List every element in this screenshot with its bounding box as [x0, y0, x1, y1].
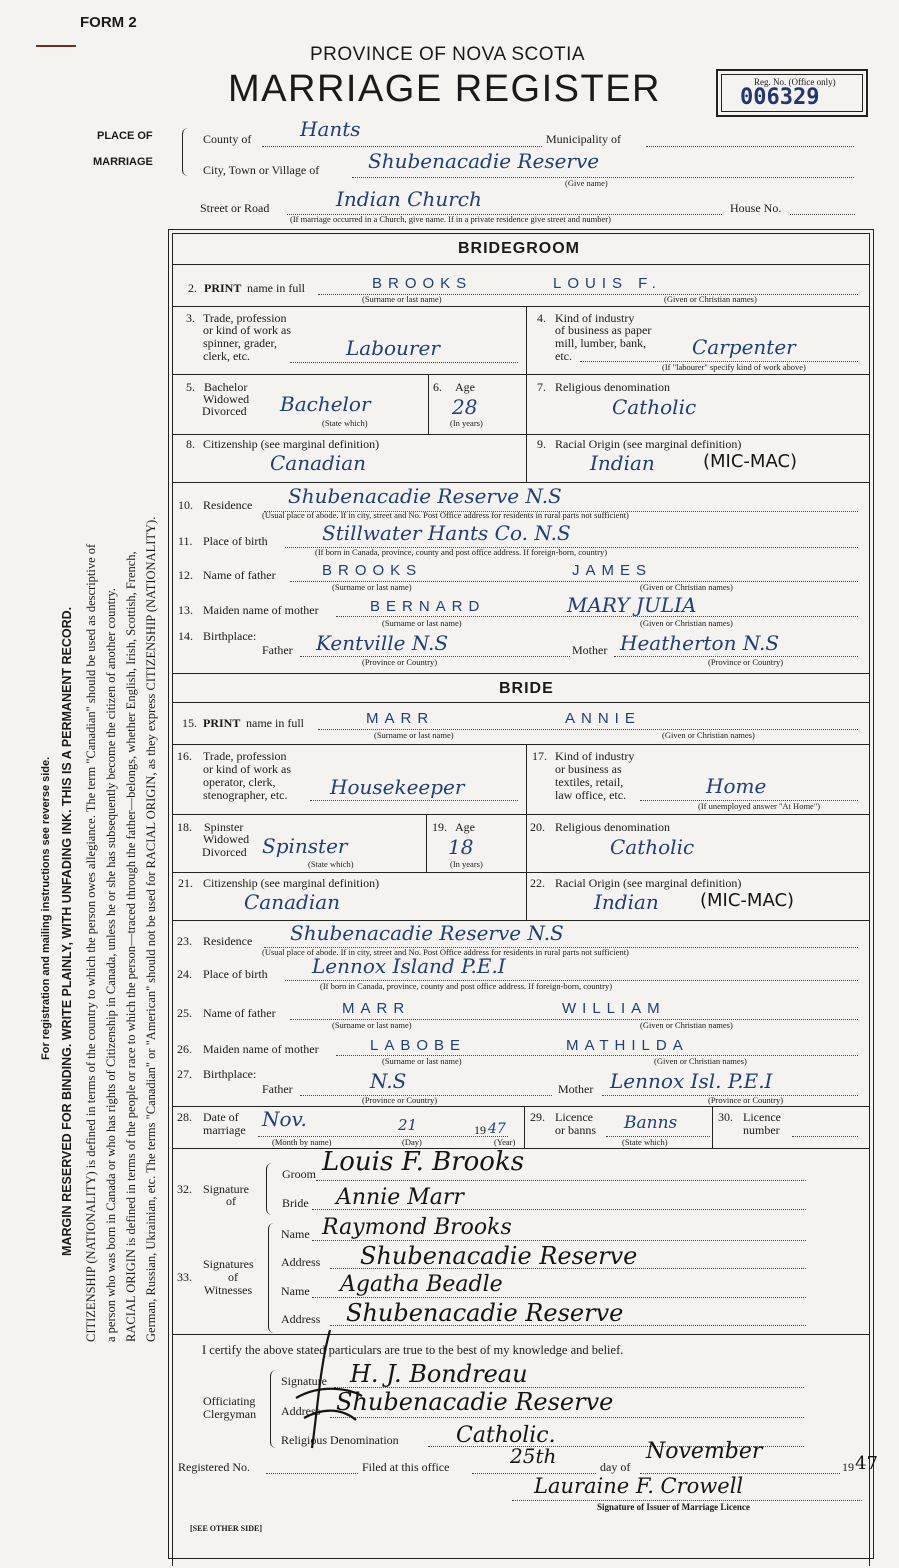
f10-label: Residence: [203, 498, 253, 512]
f15-surname-caption: (Surname or last name): [374, 730, 454, 740]
filed-year-prefix: 19: [842, 1460, 854, 1474]
county-value: Hants: [300, 117, 361, 141]
f21-label: Citizenship (see marginal definition): [203, 876, 380, 890]
groom-religion: Catholic: [612, 395, 697, 419]
f29-num: 29.: [530, 1110, 545, 1124]
f4-line1: Kind of industry: [555, 311, 635, 325]
f28-line1: Date of: [203, 1110, 239, 1124]
f4-num: 4.: [537, 311, 546, 325]
bride-citizenship: Canadian: [244, 890, 341, 914]
f2-label: name in full: [247, 281, 305, 295]
licence-or-banns: Banns: [624, 1113, 678, 1133]
groom-father-given: JAMES: [572, 562, 653, 579]
clergy-religion-label: Religious Denomination: [281, 1433, 399, 1447]
f8-num: 8.: [186, 437, 195, 451]
bride-religion: Catholic: [610, 835, 695, 859]
f25-surname-caption: (Surname or last name): [332, 1020, 412, 1030]
f16-line2: or kind of work as: [203, 762, 291, 776]
reg-no-label: Reg. No. (Office only): [754, 77, 836, 87]
w2-name-label: Name: [281, 1284, 310, 1298]
year-caption: (Year): [494, 1137, 516, 1147]
clergy-address-label: Address: [281, 1404, 321, 1418]
f29-line1: Licence: [555, 1110, 593, 1124]
f27-mother-label: Mother: [558, 1082, 594, 1096]
groom-mother-given: MARY JULIA: [567, 593, 697, 617]
bride-sig-label: Bride: [282, 1196, 309, 1210]
given-caption: (Given or Christian names): [664, 294, 757, 304]
f14-mother-caption: (Province or Country): [708, 657, 784, 667]
surname-caption: (Surname or last name): [362, 294, 442, 304]
clergy-brace: [270, 1370, 281, 1448]
sig-brace: [266, 1163, 277, 1215]
w2-address-label: Address: [281, 1312, 321, 1326]
bride-mother-surname: LABOBE: [370, 1037, 467, 1054]
page-title: MARRIAGE REGISTER: [228, 68, 661, 110]
bride-racial-extra: (MIC-MAC): [700, 890, 795, 911]
residence-note: (Usual place of abode. If in city, street and No. Post Office address for residents in rural parts not sufficient): [262, 510, 629, 520]
w1-name-label: Name: [281, 1227, 310, 1241]
bride-industry: Home: [706, 774, 767, 798]
f27-father-label: Father: [262, 1082, 293, 1096]
f19-caption: (In years): [450, 859, 483, 869]
f27-mother-caption: (Province or Country): [708, 1095, 784, 1105]
birth-note: (If born in Canada, province, county and post office address. If foreign-born, country): [315, 547, 608, 557]
f3-line2: or kind of work as: [203, 323, 291, 337]
f21-num: 21.: [178, 876, 193, 890]
margin-text-5: RACIAL ORIGIN is defined in terms of the people or race to which the person—traced through the father—belongs, whether English, Irish, Scottish, French,: [124, 551, 138, 1342]
give-name-caption: (Give name): [565, 178, 608, 188]
witness2-address: Shubenacadie Reserve: [346, 1299, 624, 1327]
f12-num: 12.: [178, 568, 193, 582]
witness1-name: Raymond Brooks: [322, 1215, 512, 1240]
f16-line4: stenographer, etc.: [203, 788, 288, 802]
bride-birthplace: Lennox Island P.E.I: [312, 954, 506, 978]
margin-text-1: For registration and mailing instructions see reverse side.: [40, 756, 52, 1060]
f14-father-caption: (Province or Country): [362, 657, 438, 667]
f20-num: 20.: [530, 820, 545, 834]
street-value: Indian Church: [336, 187, 482, 211]
groom-mother-birthplace: Heatherton N.S: [620, 631, 780, 655]
f13-label: Maiden name of mother: [203, 603, 319, 617]
bride-surname: MARR: [366, 710, 435, 727]
f14-num: 14.: [178, 629, 193, 643]
f23-note: (Usual place of abode. If in city, street and No. Post Office address for residents in rural parts not sufficient): [262, 947, 629, 957]
bride-father-surname: MARR: [342, 1000, 411, 1017]
f5-line2: Widowed: [203, 392, 250, 406]
groom-father-surname: BROOKS: [322, 562, 423, 579]
f11-num: 11.: [178, 534, 193, 548]
f16-line3: operator, clerk,: [203, 775, 276, 789]
issuer-signature: Lauraine F. Crowell: [534, 1474, 744, 1498]
f33-line1: Signatures: [203, 1257, 254, 1271]
clergy-address: Shubenacadie Reserve: [336, 1388, 614, 1416]
f32-num: 32.: [177, 1182, 192, 1196]
f22-label: Racial Origin (see marginal definition): [555, 876, 742, 890]
f27-num: 27.: [177, 1067, 192, 1081]
f14-father-label: Father: [262, 643, 293, 657]
filed-month: November: [646, 1439, 763, 1464]
f19-num: 19.: [432, 820, 447, 834]
f23-label: Residence: [203, 934, 253, 948]
f26-label: Maiden name of mother: [203, 1042, 319, 1056]
witness1-address: Shubenacadie Reserve: [360, 1242, 638, 1270]
f3-num: 3.: [186, 311, 195, 325]
f4-note: (If "labourer" specify kind of work above): [662, 362, 806, 372]
groom-signature: Louis F. Brooks: [322, 1147, 525, 1177]
bride-signature: Annie Marr: [336, 1185, 464, 1210]
f9-num: 9.: [537, 437, 546, 451]
f18-caption: (State which): [308, 859, 354, 869]
f26-surname-caption: (Surname or last name): [382, 1056, 462, 1066]
f7-label: Religious denomination: [555, 380, 670, 394]
f2-num: 2.: [188, 281, 197, 295]
f6-num: 6.: [433, 380, 442, 394]
f15-given-caption: (Given or Christian names): [662, 730, 755, 740]
f12-given-caption: (Given or Christian names): [640, 582, 733, 592]
f7-num: 7.: [537, 380, 546, 394]
margin-text-2: MARGIN RESERVED FOR BINDING. WRITE PLAINLY, WITH UNFADING INK. THIS IS A PERMANENT RECORD.: [60, 606, 74, 1256]
f13-given-caption: (Given or Christian names): [640, 618, 733, 628]
bride-father-birthplace: N.S: [370, 1069, 407, 1093]
form-number: FORM 2: [80, 14, 137, 31]
margin-text-6: German, Russian, Ukrainian, etc. The terms "Canadian" or "American" should not be used for RACIAL ORIGIN, as they express CITIZENSHIP (NATIONALITY).: [144, 516, 158, 1342]
f5-line1: Bachelor: [204, 380, 248, 394]
f17-line3: textiles, retail,: [555, 775, 624, 789]
f28-num: 28.: [177, 1110, 192, 1124]
groom-racial-extra: (MIC-MAC): [703, 451, 798, 472]
f26-num: 26.: [177, 1042, 192, 1056]
bride-residence: Shubenacadie Reserve N.S: [290, 921, 564, 945]
f23-num: 23.: [177, 934, 192, 948]
f15-num: 15.: [182, 716, 197, 730]
section-bride: BRIDE: [499, 680, 554, 697]
f20-label: Religious denomination: [555, 820, 670, 834]
f33-num: 33.: [177, 1270, 192, 1284]
state-which-caption: (State which): [322, 418, 368, 428]
f10-num: 10.: [178, 498, 193, 512]
in-years-caption: (In years): [450, 418, 483, 428]
f5-line3: Divorced: [202, 404, 247, 418]
margin-text-4: a person who was born in Canada or who has rights of Citizenship in Canada, unless he or she has subsequently become the citizen of another country.: [104, 588, 118, 1342]
f14-label: Birthplace:: [203, 629, 257, 643]
groom-mother-surname: BERNARD: [370, 598, 486, 615]
f17-line1: Kind of industry: [555, 749, 635, 763]
f24-note: (If born in Canada, province, county and post office address. If foreign-born, country): [320, 981, 613, 991]
f11-label: Place of birth: [203, 534, 268, 548]
f25-given-caption: (Given or Christian names): [640, 1020, 733, 1030]
f2-print: PRINT: [204, 281, 242, 295]
section-bridegroom: BRIDEGROOM: [458, 240, 580, 257]
f3-line4: clerk, etc.: [203, 349, 250, 363]
margin-text-3: CITIZENSHIP (NATIONALITY) is defined in terms of the country to which the person owes allegiance. The term "Canadian" should be used as descriptive of: [84, 543, 98, 1342]
groom-sig-label: Groom: [282, 1167, 316, 1181]
marriage-month: Nov.: [262, 1107, 307, 1131]
clergy-label-2: Clergyman: [203, 1407, 257, 1421]
groom-age: 28: [452, 395, 478, 419]
registered-no-label: Registered No.: [178, 1460, 250, 1474]
bride-trade: Housekeeper: [330, 775, 465, 799]
f25-label: Name of father: [203, 1006, 276, 1020]
province-title: PROVINCE OF NOVA SCOTIA: [310, 44, 586, 65]
place-label-1: PLACE OF: [97, 130, 153, 142]
f18-line2: Widowed: [203, 832, 250, 846]
reg-no-value: 006329: [740, 85, 820, 110]
groom-trade: Labourer: [346, 336, 440, 360]
f4-line3: mill, lumber, bank,: [555, 336, 647, 350]
f33-line3: Witnesses: [204, 1283, 253, 1297]
groom-status: Bachelor: [280, 392, 371, 416]
marriage-day: 21: [398, 1116, 418, 1134]
f27-label: Birthplace:: [203, 1067, 257, 1081]
f29-caption: (State which): [622, 1137, 668, 1147]
f18-line3: Divorced: [202, 845, 247, 859]
house-no-label: House No.: [730, 201, 782, 215]
w1-address-label: Address: [281, 1255, 321, 1269]
bride-mother-given: MATHILDA: [566, 1037, 689, 1054]
clergy-label-1: Officiating: [203, 1394, 256, 1408]
bride-mother-birthplace: Lennox Isl. P.E.I: [610, 1069, 773, 1093]
day-of-label: day of: [600, 1460, 631, 1474]
f33-line2: of: [228, 1270, 238, 1284]
day-caption: (Day): [402, 1137, 422, 1147]
street-label: Street or Road: [200, 201, 270, 215]
clergy-flourish: [290, 1326, 370, 1456]
f3-line1: Trade, profession: [203, 311, 287, 325]
filed-label: Filed at this office: [362, 1460, 450, 1474]
reg-no-box: [716, 69, 868, 117]
groom-birthplace: Stillwater Hants Co. N.S: [322, 521, 571, 545]
f29-line2: or banns: [555, 1123, 596, 1137]
f17-num: 17.: [532, 749, 547, 763]
month-caption: (Month by name): [272, 1137, 332, 1147]
groom-residence: Shubenacadie Reserve N.S: [288, 484, 562, 508]
f30-line2: number: [743, 1123, 780, 1137]
f16-line1: Trade, profession: [203, 749, 287, 763]
place-brace: [182, 128, 193, 176]
groom-given: LOUIS F.: [553, 275, 662, 292]
f14-mother-label: Mother: [572, 643, 608, 657]
f3-line3: spinner, grader,: [203, 336, 278, 350]
f32-line1: Signature: [203, 1182, 249, 1196]
clergy-signature: H. J. Bondreau: [350, 1360, 528, 1388]
f18-num: 18.: [177, 820, 192, 834]
bride-given: ANNIE: [565, 710, 641, 727]
witness2-name: Agatha Beadle: [340, 1272, 503, 1297]
f22-num: 22.: [530, 876, 545, 890]
groom-racial: Indian: [590, 451, 655, 475]
f4-line4: etc.: [555, 349, 572, 363]
bride-father-given: WILLIAM: [562, 1000, 666, 1017]
f15-print: PRINT: [203, 716, 241, 730]
filed-day: 25th: [510, 1444, 557, 1468]
f17-note: (If unemployed answer "At Home"): [698, 801, 821, 811]
groom-father-birthplace: Kentville N.S: [316, 631, 449, 655]
clergy-signature-label: Signature: [281, 1374, 327, 1388]
f4-line2: of business as paper: [555, 323, 652, 337]
f30-num: 30.: [718, 1110, 733, 1124]
city-value: Shubenacadie Reserve: [368, 149, 600, 173]
groom-surname: BROOKS: [372, 275, 473, 292]
groom-citizenship: Canadian: [270, 451, 367, 475]
marriage-year: 47: [488, 1121, 506, 1137]
groom-industry: Carpenter: [692, 335, 796, 359]
f17-line2: or business as: [555, 762, 622, 776]
f17-line4: law office, etc.: [555, 788, 627, 802]
issuer-caption: Signature of Issuer of Marriage Licence: [597, 1502, 750, 1512]
f28-line2: marriage: [203, 1123, 246, 1137]
f16-num: 16.: [177, 749, 192, 763]
street-note: (If marriage occurred in a Church, give name. If in a private residence give street and number): [290, 214, 611, 224]
f13-num: 13.: [178, 603, 193, 617]
f12-surname-caption: (Surname or last name): [332, 582, 412, 592]
f12-label: Name of father: [203, 568, 276, 582]
f24-num: 24.: [177, 967, 192, 981]
binding-mark: [36, 45, 76, 47]
filed-year: 47: [855, 1453, 878, 1474]
witness-brace: [268, 1223, 279, 1333]
see-other-side: [SEE OTHER SIDE]: [190, 1524, 263, 1533]
f15-label: name in full: [246, 716, 304, 730]
f32-line2: of: [226, 1194, 236, 1208]
f8-label: Citizenship (see marginal definition): [203, 437, 380, 451]
clergy-religion: Catholic.: [456, 1423, 556, 1448]
f26-given-caption: (Given or Christian names): [654, 1056, 747, 1066]
county-label: County of: [203, 132, 252, 146]
bride-age: 18: [448, 835, 474, 859]
f6-label: Age: [455, 380, 475, 394]
marriage-year-prefix: 19: [474, 1123, 486, 1137]
f30-line1: Licence: [743, 1110, 781, 1124]
f18-line1: Spinster: [204, 820, 244, 834]
f13-surname-caption: (Surname or last name): [382, 618, 462, 628]
f9-label: Racial Origin (see marginal definition): [555, 437, 742, 451]
f5-num: 5.: [186, 380, 195, 394]
f24-label: Place of birth: [203, 967, 268, 981]
f25-num: 25.: [177, 1006, 192, 1020]
city-label: City, Town or Village of: [203, 163, 320, 177]
place-label-2: MARRIAGE: [93, 156, 153, 168]
municipality-label: Municipality of: [546, 132, 621, 146]
bride-status: Spinster: [262, 834, 348, 858]
f27-father-caption: (Province or Country): [362, 1095, 438, 1105]
certify-statement: I certify the above stated particulars are true to the best of my knowledge and belief.: [202, 1343, 624, 1357]
bride-racial: Indian: [594, 890, 659, 914]
f19-label: Age: [455, 820, 475, 834]
